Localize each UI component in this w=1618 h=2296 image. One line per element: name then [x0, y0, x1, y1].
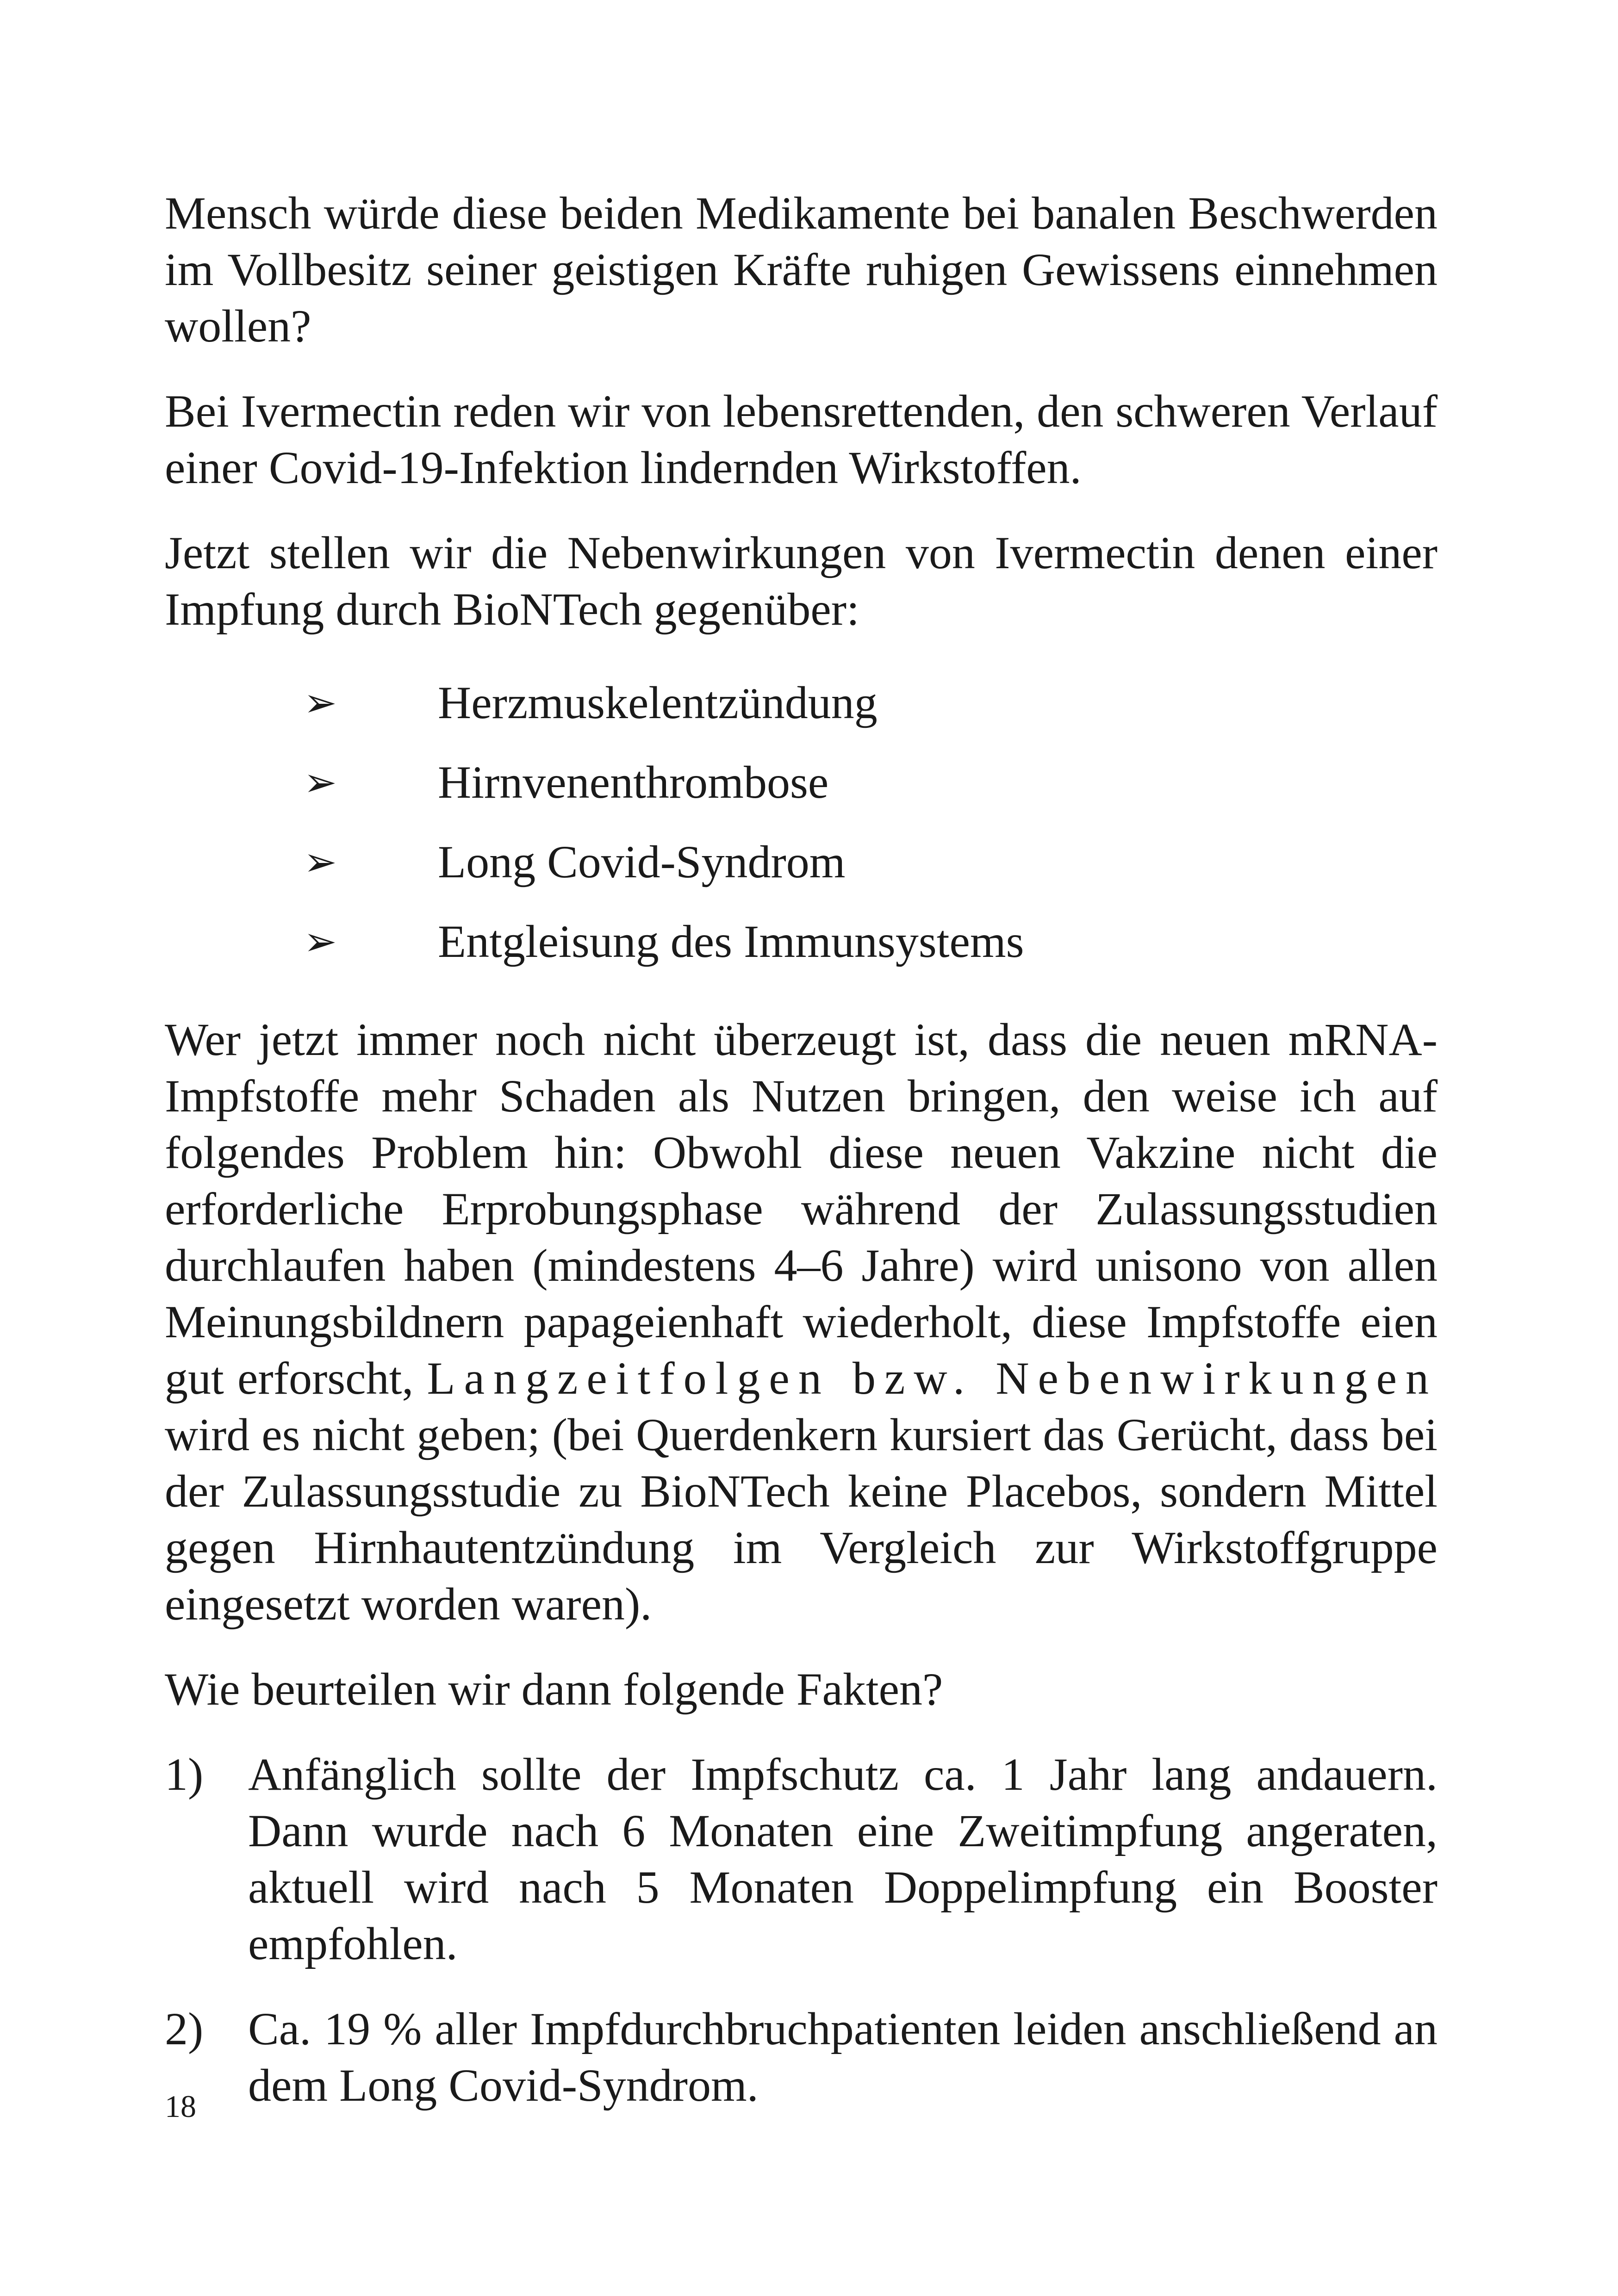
arrow-bullet-icon: ➢ [304, 759, 337, 806]
paragraph-mrna-spaced: Langzeitfolgen bzw. Nebenwirkungen [427, 1353, 1438, 1404]
list-item-text: Long Covid-Syndrom [438, 836, 846, 887]
list-item [165, 675, 1438, 731]
page-number: 18 [165, 2089, 196, 2124]
fact-text: Ca. 19 % aller Impfdurchbruchpatienten leiden anschließend an dem Long Covid-Syndrom. [248, 2003, 1438, 2111]
list-item-text: Hirnvenenthrombose [438, 757, 829, 808]
list-item-text: Entgleisung des Immunsystems [438, 916, 1024, 967]
arrow-bullet-icon: ➢ [304, 839, 337, 885]
facts-list [165, 1746, 1438, 2114]
list-item [165, 834, 1438, 890]
paragraph-comparison: Jetzt stellen wir die Nebenwirkungen von Ivermectin denen einer Impfung durch BioNTech gegenüber: [165, 527, 1438, 635]
fact-text: Anfänglich sollte der Impfschutz ca. 1 Jahr lang andauern. Dann wurde nach 6 Monaten eine Zweitimpfung angeraten, aktuell wird nach 5 Monaten Doppelimpfung ein Booster empfohlen. [248, 1749, 1438, 1969]
paragraph-mrna-start: Wer jetzt immer noch nicht überzeugt ist, dass die neuen mRNA-Impfstoffe mehr Schaden als Nutzen bringen, den weise ich auf folgendes Problem hin: Obwohl diese neuen Vakzine nicht die erforderliche Erprobungsphase während der Zulassungsstudien durchlaufen haben (mindestens 4–6 Jahre) wird unisono von allen Meinungsbildnern papageienhaft wiederholt, diese Impfstoffe eien gut erforscht, [165, 1014, 1438, 1404]
fact-item [165, 2001, 1438, 2114]
paragraph-question: Wie beurteilen wir dann folgende Fakten? [165, 1663, 943, 1715]
list-item-text: Herzmuskelentzündung [438, 677, 877, 728]
paragraph-mrna [165, 1011, 1438, 1632]
side-effects-list [165, 675, 1438, 970]
paragraph-mrna-end: wird es nicht geben; (bei Querdenkern kursiert das Gerücht, dass bei der Zulassungsstudie zu BioNTech keine Placebos, sondern Mittel gegen Hirnhautentzündung im Vergleich zur Wirkstoffgruppe eingesetzt worden waren). [165, 1409, 1438, 1630]
fact-number: 2) [165, 2003, 204, 2054]
list-item [165, 913, 1438, 970]
fact-item [165, 1746, 1438, 1972]
paragraph-ivermectin: Bei Ivermectin reden wir von lebensrettenden, den schweren Verlauf einer Covid-19-Infektion lindernden Wirkstoffen. [165, 385, 1438, 493]
arrow-bullet-icon: ➢ [304, 918, 337, 965]
page-body [165, 185, 1438, 2142]
arrow-bullet-icon: ➢ [304, 680, 337, 726]
fact-number: 1) [165, 1749, 204, 1800]
paragraph-intro: Mensch würde diese beiden Medikamente bei banalen Beschwerden im Vollbesitz seiner geistigen Kräfte ruhigen Gewissens einnehmen wollen? [165, 187, 1438, 352]
list-item [165, 754, 1438, 811]
